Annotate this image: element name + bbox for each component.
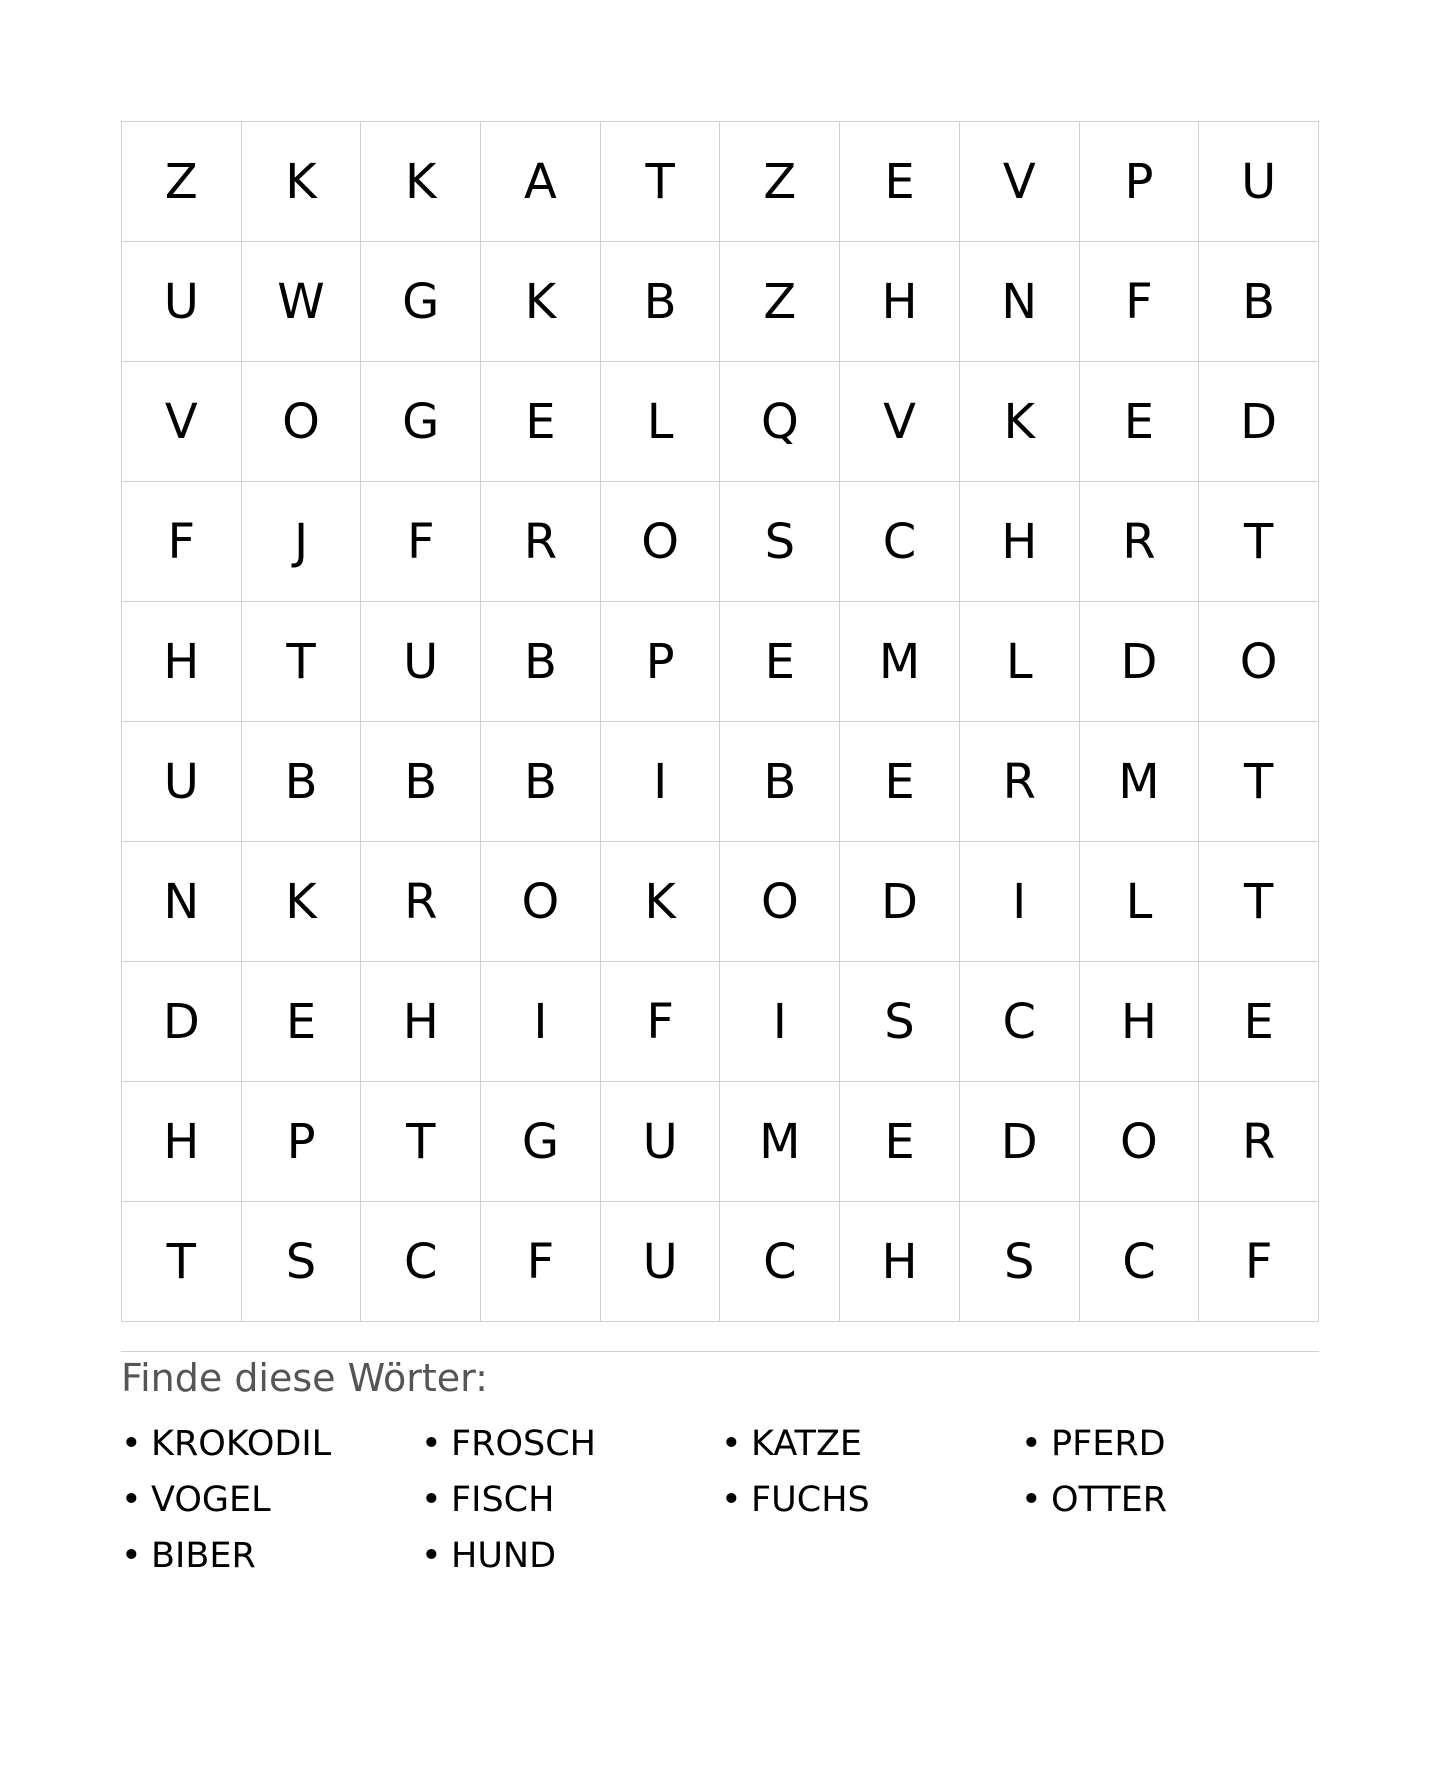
grid-cell[interactable]: U <box>122 242 242 362</box>
word-label: FISCH <box>451 1480 555 1520</box>
grid-cell[interactable]: E <box>1199 962 1319 1082</box>
word-label: OTTER <box>1051 1480 1168 1520</box>
grid-cell[interactable]: D <box>122 962 242 1082</box>
grid-cell[interactable]: O <box>242 362 362 482</box>
grid-cell[interactable]: C <box>720 1202 840 1322</box>
grid-cell[interactable]: D <box>840 842 960 962</box>
grid-cell[interactable]: D <box>960 1082 1080 1202</box>
grid-cell[interactable]: T <box>122 1202 242 1322</box>
grid-cell[interactable]: O <box>720 842 840 962</box>
bullet-icon: • <box>421 1424 442 1464</box>
grid-cell[interactable]: T <box>242 602 362 722</box>
grid-cell[interactable]: M <box>1080 722 1200 842</box>
grid-cell[interactable]: Z <box>720 242 840 362</box>
word-search-puzzle <box>121 121 1319 1584</box>
grid-cell[interactable]: B <box>601 242 721 362</box>
word-label: VOGEL <box>151 1480 271 1520</box>
bullet-icon: • <box>121 1536 142 1576</box>
grid-cell[interactable]: C <box>840 482 960 602</box>
grid-cell[interactable]: S <box>960 1202 1080 1322</box>
bullet-icon: • <box>721 1424 742 1464</box>
grid-cell[interactable]: E <box>720 602 840 722</box>
grid-cell[interactable]: B <box>361 722 481 842</box>
grid-cell[interactable]: G <box>361 242 481 362</box>
grid-cell[interactable]: D <box>1080 602 1200 722</box>
grid-cell[interactable]: K <box>361 122 481 242</box>
grid-cell[interactable]: U <box>122 722 242 842</box>
grid-cell[interactable]: S <box>840 962 960 1082</box>
grid-cell[interactable]: E <box>840 1082 960 1202</box>
grid-cell[interactable]: M <box>840 602 960 722</box>
word-list-title: Finde diese Wörter: <box>121 1356 488 1400</box>
grid-cell[interactable]: U <box>361 602 481 722</box>
grid-cell[interactable]: H <box>840 242 960 362</box>
grid-cell[interactable]: Z <box>122 122 242 242</box>
grid-cell[interactable]: Z <box>720 122 840 242</box>
word-list <box>121 1416 1319 1584</box>
divider <box>121 1351 1319 1352</box>
grid-cell[interactable]: V <box>840 362 960 482</box>
bullet-icon: • <box>421 1536 442 1576</box>
grid-cell[interactable]: K <box>960 362 1080 482</box>
word-list-item <box>121 1528 421 1584</box>
grid-cell[interactable]: V <box>960 122 1080 242</box>
grid-cell[interactable]: L <box>1080 842 1200 962</box>
grid-cell[interactable]: U <box>601 1202 721 1322</box>
grid-cell[interactable]: K <box>242 122 362 242</box>
word-list-item <box>421 1528 721 1584</box>
word-label: FUCHS <box>751 1480 870 1520</box>
grid-cell[interactable]: K <box>481 242 601 362</box>
word-label: KROKODIL <box>151 1424 332 1464</box>
grid-cell[interactable]: H <box>361 962 481 1082</box>
grid-cell[interactable]: L <box>960 602 1080 722</box>
bullet-icon: • <box>721 1480 742 1520</box>
word-list-item <box>121 1416 421 1472</box>
grid-cell[interactable]: B <box>1199 242 1319 362</box>
grid-cell[interactable]: R <box>1080 482 1200 602</box>
grid-cell[interactable]: P <box>1080 122 1200 242</box>
word-list-item <box>721 1416 1021 1472</box>
grid-cell[interactable]: T <box>1199 722 1319 842</box>
grid-cell[interactable]: E <box>840 722 960 842</box>
grid-cell[interactable]: E <box>1080 362 1200 482</box>
grid-cell[interactable]: T <box>1199 482 1319 602</box>
grid-cell[interactable]: J <box>242 482 362 602</box>
bullet-icon: • <box>121 1424 142 1464</box>
grid-cell[interactable]: L <box>601 362 721 482</box>
grid-cell[interactable]: M <box>720 1082 840 1202</box>
word-label: KATZE <box>751 1424 863 1464</box>
grid-cell[interactable]: R <box>1199 1082 1319 1202</box>
grid-cell[interactable]: N <box>960 242 1080 362</box>
grid-cell[interactable]: G <box>481 1082 601 1202</box>
grid-cell[interactable]: T <box>601 122 721 242</box>
grid-cell[interactable]: S <box>242 1202 362 1322</box>
grid-cell[interactable]: P <box>242 1082 362 1202</box>
grid-cell[interactable]: B <box>242 722 362 842</box>
grid-cell[interactable]: H <box>122 1082 242 1202</box>
word-label: BIBER <box>151 1536 256 1576</box>
grid-cell[interactable]: C <box>960 962 1080 1082</box>
word-list-item <box>721 1472 1021 1528</box>
grid-cell[interactable]: K <box>242 842 362 962</box>
grid-cell[interactable]: B <box>481 722 601 842</box>
word-list-item <box>1021 1472 1321 1528</box>
grid-cell[interactable]: F <box>122 482 242 602</box>
word-label: FROSCH <box>451 1424 596 1464</box>
grid-cell[interactable]: R <box>481 482 601 602</box>
grid-cell[interactable]: F <box>481 1202 601 1322</box>
grid-cell[interactable]: P <box>601 602 721 722</box>
grid-cell[interactable]: H <box>840 1202 960 1322</box>
grid-cell[interactable]: O <box>1199 602 1319 722</box>
grid-cell[interactable]: A <box>481 122 601 242</box>
grid-cell[interactable]: I <box>481 962 601 1082</box>
word-list-item <box>421 1472 721 1528</box>
grid-cell[interactable]: H <box>1080 962 1200 1082</box>
grid-cell[interactable]: D <box>1199 362 1319 482</box>
grid-cell[interactable]: B <box>481 602 601 722</box>
grid-cell[interactable]: B <box>720 722 840 842</box>
grid-cell[interactable]: S <box>720 482 840 602</box>
bullet-icon: • <box>1021 1480 1042 1520</box>
grid-cell[interactable]: F <box>361 482 481 602</box>
grid-cell[interactable]: K <box>601 842 721 962</box>
word-label: PFERD <box>1051 1424 1166 1464</box>
grid-cell[interactable]: N <box>122 842 242 962</box>
grid-cell[interactable]: E <box>481 362 601 482</box>
grid-cell[interactable]: G <box>361 362 481 482</box>
grid-cell[interactable]: H <box>122 602 242 722</box>
grid-cell[interactable]: F <box>1080 242 1200 362</box>
word-label: HUND <box>451 1536 557 1576</box>
bullet-icon: • <box>121 1480 142 1520</box>
grid-cell[interactable]: T <box>361 1082 481 1202</box>
grid-cell[interactable]: V <box>122 362 242 482</box>
bullet-icon: • <box>421 1480 442 1520</box>
grid-cell[interactable]: U <box>1199 122 1319 242</box>
grid-cell[interactable]: I <box>720 962 840 1082</box>
grid-cell[interactable]: E <box>840 122 960 242</box>
word-list-item <box>1021 1416 1321 1472</box>
grid-cell[interactable]: R <box>960 722 1080 842</box>
grid-cell[interactable]: W <box>242 242 362 362</box>
grid-cell[interactable]: I <box>601 722 721 842</box>
bullet-icon: • <box>1021 1424 1042 1464</box>
grid-cell[interactable]: I <box>960 842 1080 962</box>
grid-cell[interactable]: T <box>1199 842 1319 962</box>
grid-cell[interactable]: F <box>601 962 721 1082</box>
grid-cell[interactable]: O <box>1080 1082 1200 1202</box>
grid-cell[interactable]: O <box>481 842 601 962</box>
grid-cell[interactable]: C <box>361 1202 481 1322</box>
grid-cell[interactable]: H <box>960 482 1080 602</box>
grid-cell[interactable]: E <box>242 962 362 1082</box>
grid-cell[interactable]: R <box>361 842 481 962</box>
grid-cell[interactable]: Q <box>720 362 840 482</box>
word-list-item <box>421 1416 721 1472</box>
grid-cell[interactable]: O <box>601 482 721 602</box>
letter-grid <box>121 121 1319 1322</box>
word-list-item <box>121 1472 421 1528</box>
grid-cell[interactable]: F <box>1199 1202 1319 1322</box>
grid-cell[interactable]: U <box>601 1082 721 1202</box>
grid-cell[interactable]: C <box>1080 1202 1200 1322</box>
